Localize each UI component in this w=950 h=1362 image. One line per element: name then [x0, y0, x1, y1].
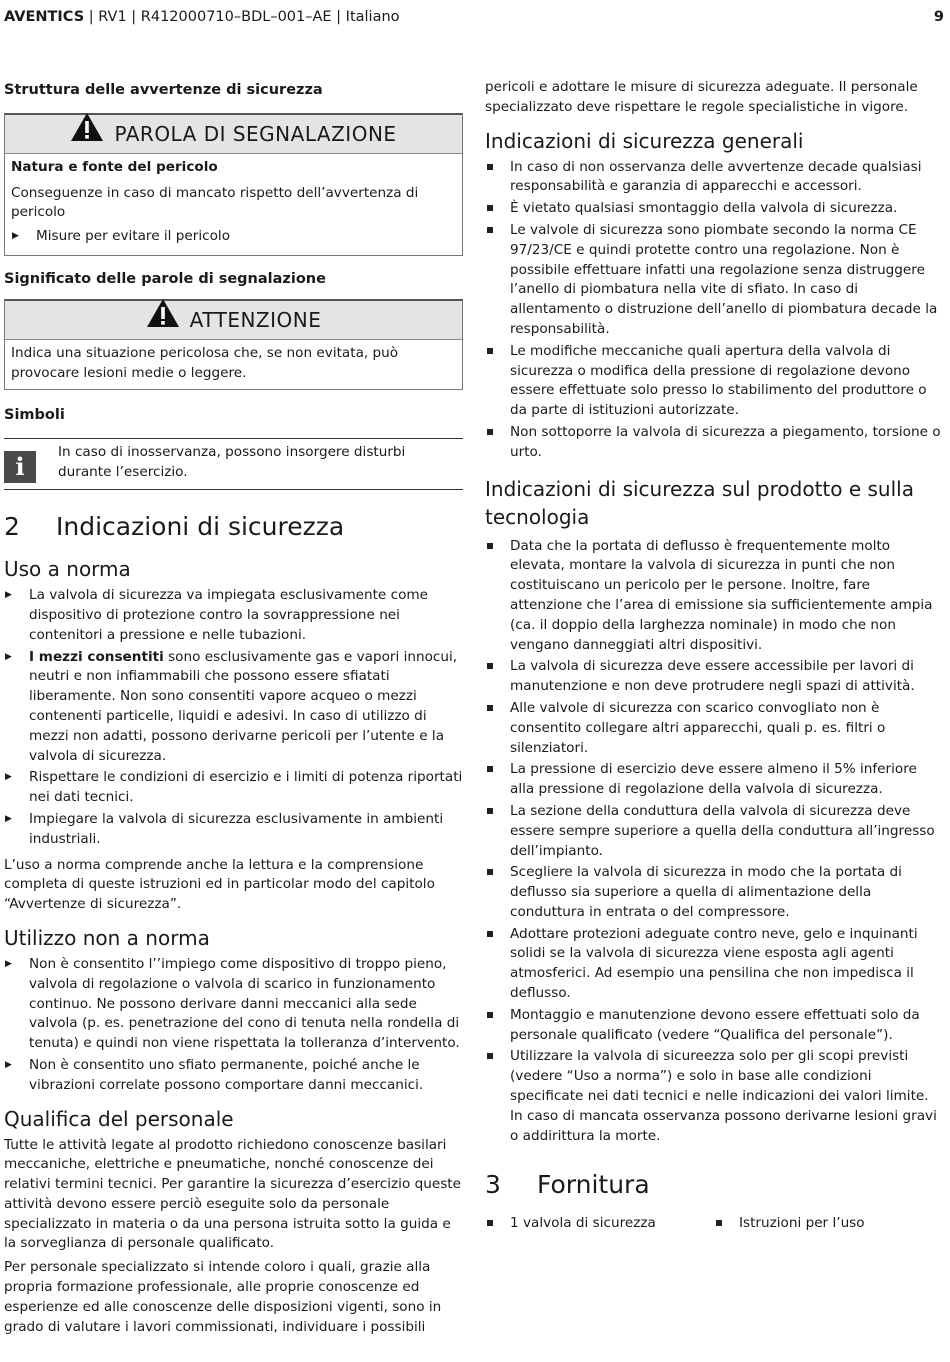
- page-number: 9: [933, 9, 944, 25]
- warning-box-body: [5, 154, 462, 255]
- list-item: ▶ Rispettare le condizioni di esercizio e i limiti di potenza riportati nei dati tecnici.: [4, 768, 463, 808]
- hazard-measure: ▶ Misure per evitare il pericolo: [11, 227, 456, 247]
- list-item: Le valvole di sicurezza sono piombate secondo la norma CE 97/23/CE e quindi protette contro una regolazione. Non è possibile effettuare infatti una regolazione senza distruggere l’anello di piombatura nella vite di sfiato. In caso di allentamento o distruzione dell’anello di piombatura decade la responsabilità.: [485, 221, 943, 340]
- right-column: [485, 78, 943, 1236]
- warning-box-header: [5, 115, 462, 154]
- meaning-title: Significato delle parole di segnalazione: [4, 270, 326, 287]
- list-item: Non sottoporre la valvola di sicurezza a piegamento, torsione o urto.: [485, 423, 943, 463]
- allowed-media-text: sono esclusivamente gas e vapori innocui, neutri e non infiammabili che possono essere sfiatati liberamente. Non sono consentiti vapore acqueo o mezzi contenenti particelle, liquidi e adesivi. In caso di utilizzo di mezzi non adatti, possono derivarne pericoli per l’utente e la valvola di sicurezza.: [29, 648, 458, 764]
- supply-list: [485, 1214, 943, 1236]
- signal-word: PAROLA DI SEGNALAZIONE: [114, 121, 397, 146]
- list-item: Le modifiche meccaniche quali apertura della valvola di sicurezza o modifica della pressione di regolazione devono essere effettuate solo presso lo stabilimento del produttore o da parte di istituzioni autorizzate.: [485, 342, 943, 421]
- attention-text: Indica una situazione pericolosa che, se non evitata, può provocare lesioni medie o leggere.: [11, 344, 399, 381]
- list-item: ▶ Non è consentito l’’impiego come dispositivo di troppo pieno, valvola di regolazione o valvola di scarico in funzionamento continuo. Ne possono derivare danni meccanici alla sede valvola (p. es. penetrazione del cono di tenuta nella rondella di tenuta) e quindi non viene rispettata la tolleranza d’intervento.: [4, 955, 463, 1054]
- warning-structure-box: [4, 113, 463, 256]
- qualification-title: Qualifica del personale: [4, 1106, 234, 1131]
- attention-box: [4, 299, 463, 391]
- list-item: Scegliere la valvola di sicurezza in modo che la portata di deflusso sia superiore a quella di alimentazione della conduttura in entrata o del compressore.: [485, 863, 943, 922]
- list-item: È vietato qualsiasi smontaggio della valvola di sicurezza.: [485, 199, 943, 219]
- hazard-nature: Natura e fonte del pericolo: [11, 158, 218, 175]
- general-safety-list: [485, 158, 943, 463]
- uso-list: [4, 586, 463, 849]
- allowed-media-bold: I mezzi consentiti: [29, 648, 164, 665]
- attention-box-header: [5, 301, 462, 340]
- symbols-title: Simboli: [4, 407, 65, 424]
- qualification-p1: Tutte le attività legate al prodotto richiedono conoscenze basilari meccaniche, elettriche e pneumatiche, nonché conoscenze dei relativi termini tecnici. Per garantire la sicurezza d’esercizio queste attività devono essere perciò eseguite solo da personale specializzato in materia o da una persona istruita sotto la guida e la sorveglianza di personale qualificato.: [4, 1136, 461, 1252]
- list-item: La valvola di sicurezza deve essere accessibile per lavori di manutenzione e non deve protrudere negli spazi di attività.: [485, 657, 943, 697]
- brand-name: AVENTICS: [4, 9, 85, 25]
- info-symbol-row: [4, 438, 463, 490]
- hazard-consequences: Conseguenze in caso di mancato rispetto dell’avvertenza di pericolo: [11, 184, 419, 221]
- list-item: ▶ La valvola di sicurezza va impiegata esclusivamente come dispositivo di protezione contro la sovrappressione nei contenitori a pressione e nelle tubazioni.: [4, 586, 463, 645]
- list-item: La pressione di esercizio deve essere almeno il 5% inferiore alla pressione di regolazione della valvola di sicurezza.: [485, 760, 943, 800]
- uso-title: Uso a norma: [4, 557, 131, 582]
- list-item: Alle valvole di sicurezza con scarico convogliato non è consentito collegare altri apparecchi, quali p. es. filtri o silenziatori.: [485, 699, 943, 758]
- list-item: ▶ Non è consentito uno sfiato permanente, poiché anche le vibrazioni correlate possono comportare danni meccanici.: [4, 1056, 463, 1096]
- list-item: ▶ Impiegare la valvola di sicurezza esclusivamente in ambienti industriali.: [4, 810, 463, 850]
- non-uso-list: [4, 955, 463, 1096]
- product-safety-title: Indicazioni di sicurezza sul prodotto e sulla tecnologia: [485, 476, 914, 529]
- info-icon: i: [4, 451, 36, 483]
- list-item: La sezione della conduttura della valvola di sicurezza deve essere sempre superiore a quella della conduttura all’ingresso dell’impianto.: [485, 802, 943, 861]
- product-safety-list: [485, 537, 943, 1147]
- qualification-p2: Per personale specializzato si intende coloro i quali, grazie alla propria formazione professionale, alle proprie conoscenze ed esperienze ed alle conoscenze delle disposizioni vigenti, sono in grado di valutare i lavori commissionati, individuare i possibili: [4, 1259, 442, 1335]
- uso-paragraph: L’uso a norma comprende anche la lettura e la comprensione completa di queste istruzioni ed in particolar modo del capitolo “Avvertenze di sicurezza”.: [4, 856, 435, 913]
- section-3-title: Fornitura: [537, 1170, 650, 1200]
- warning-triangle-icon: [70, 112, 104, 154]
- doc-reference: | RV1 | R412000710–BDL–001–AE | Italiano: [84, 9, 400, 25]
- general-safety-title: Indicazioni di sicurezza generali: [485, 128, 804, 153]
- section-2-heading: [4, 512, 463, 542]
- list-item: Montaggio e manutenzione devono essere effettuati solo da personale qualificato (vedere “Qualifica del personale”).: [485, 1006, 943, 1046]
- section-3-heading: [485, 1170, 943, 1200]
- supply-item-valve: 1 valvola di sicurezza: [485, 1214, 714, 1234]
- continued-text: pericoli e adottare le misure di sicurezza adeguate. Il personale specializzato deve rispettare le regole specialistiche in vigore.: [485, 79, 918, 115]
- struct-title: Struttura delle avvertenze di sicurezza: [4, 82, 323, 98]
- left-column: [4, 78, 463, 1341]
- list-item: [4, 648, 463, 767]
- supply-item-manual: Istruzioni per l’uso: [714, 1214, 943, 1234]
- warning-triangle-icon: [146, 298, 180, 340]
- list-item: Data che la portata di deflusso è frequentemente molto elevata, montare la valvola di sicurezza in punti che non costituiscano un pericolo per le persone. Inoltre, fare attenzione che l’area di emissione sia sufficientemente ampia (ca. il doppio della larghezza nominale) in modo che non vengano danneggiati altri dispositivi.: [485, 537, 943, 656]
- attention-box-body: [5, 340, 462, 390]
- section-2-title: Indicazioni di sicurezza: [56, 512, 345, 542]
- non-uso-title: Utilizzo non a norma: [4, 925, 210, 950]
- info-text: In caso di inosservanza, possono insorgere disturbi durante l’esercizio.: [58, 444, 406, 480]
- list-item: In caso di non osservanza delle avvertenze decade qualsiasi responsabilità e garanzia di apparecchi e accessori.: [485, 158, 943, 198]
- attention-signal-word: ATTENZIONE: [189, 307, 322, 332]
- section-3-number: 3: [485, 1170, 501, 1200]
- list-item: Utilizzare la valvola di sicureezza solo per gli scopi previsti (vedere “Uso a norma”) e solo in base alle condizioni specificate nei dati tecnici e nelle indicazioni dei valori limite. In caso di mancata osservanza possono derivarne lesioni gravi o addirittura la morte.: [485, 1047, 943, 1146]
- list-item: Adottare protezioni adeguate contro neve, gelo e inquinanti solidi se la valvola di sicurezza viene esposta agli agenti atmosferici. Ad esempio una pensilina che non impedisca il deflusso.: [485, 925, 943, 1004]
- section-2-number: 2: [4, 512, 20, 542]
- page-header: [4, 8, 944, 28]
